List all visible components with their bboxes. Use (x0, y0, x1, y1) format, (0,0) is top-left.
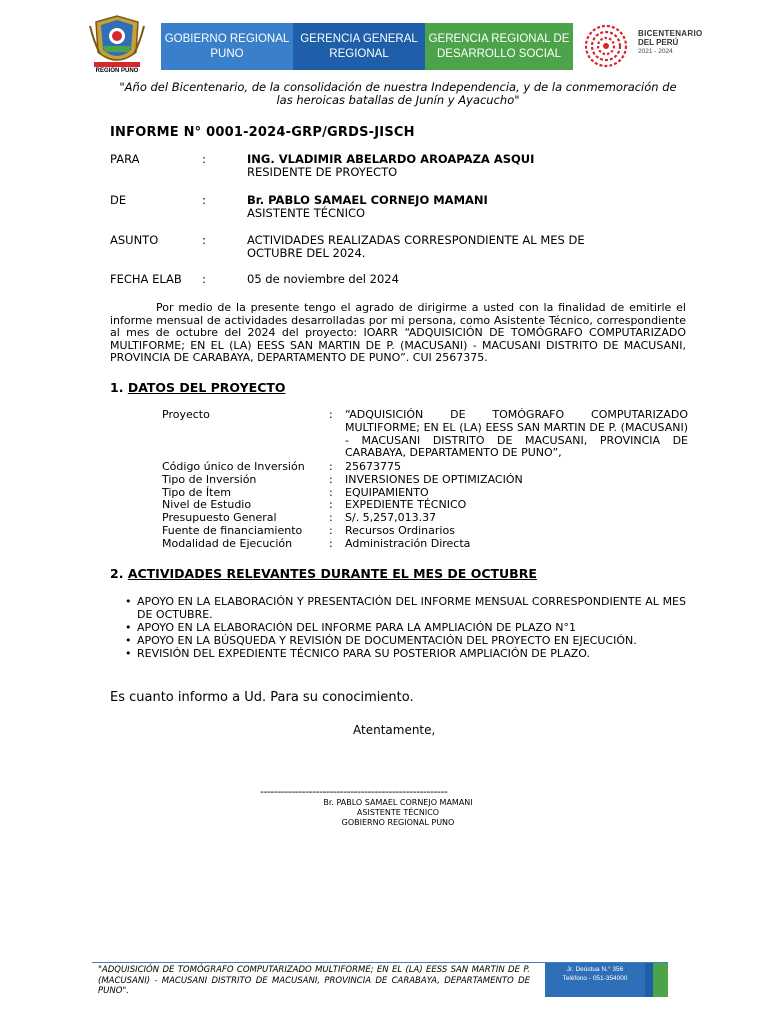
signature-org: GOBIERNO REGIONAL PUNO (341, 818, 455, 827)
closing-sentence: Es cuanto informo a Ud. Para su conocimiento. (110, 690, 414, 705)
footer-contact-box (545, 963, 645, 997)
para-name: ING. VLADIMIR ABELARDO AROAPAZA ASQUI (247, 152, 535, 166)
colon: : (329, 511, 333, 524)
bicentenario-subtitle: DEL PERÚ (638, 38, 679, 47)
colon: : (329, 537, 333, 550)
list-item: • APOYO EN LA ELABORACIÓN DEL INFORME PARA LA AMPLIACIÓN DE PLAZO N°1 (125, 621, 686, 634)
section-2-number: 2. (110, 566, 124, 581)
footer-address: Jr. Deústua N.° 356 (566, 966, 624, 973)
header-box-gerencia-general: GERENCIA GENERAL REGIONAL (293, 23, 425, 70)
footer-color-bar (653, 963, 668, 997)
fecha-value: 05 de noviembre del 2024 (247, 272, 399, 286)
data-value: Administración Directa (345, 537, 471, 550)
header-box-desarrollo-social: GERENCIA REGIONAL DE DESARROLLO SOCIAL (425, 23, 573, 70)
footer-project-name: "ADQUISICIÓN DE TOMÓGRAFO COMPUTARIZADO MULTIFORME; EN EL (LA) EESS SAN MARTIN DE P. (MACUSANI) - MACUSANI DISTRITO DE MACUSANI, PROVINCIA DE CARABAYA, DEPARTAMENTO DE PUNO". (98, 965, 530, 996)
section-2-heading (110, 566, 537, 581)
signature-role: ASISTENTE TÉCNICO (356, 808, 440, 817)
section-1-heading (110, 380, 286, 395)
colon: : (202, 193, 206, 207)
colon: : (202, 233, 206, 247)
list-item: • REVISIÓN DEL EXPEDIENTE TÉCNICO PARA SU POSTERIOR AMPLIACIÓN DE PLAZO. (125, 647, 686, 660)
intro-paragraph: Por medio de la presente tengo el agrado de dirigirme a usted con la finalidad de emitirle el informe mensual de actividades desarrolladas por mi persona, como Asistente Técnico, correspondiente al mes de octubre del 2024 del proyecto: IOARR “ADQUISICIÓN DE TOMÓGRAFO COMPUTARIZADO MULTIFORME; EN EL (LA) EESS SAN MARTIN DE P. (MACUSANI) - MACUSANI DISTRITO DE MACUSANI, PROVINCIA DE CARABAYA, DEPARTAMENTO DE PUNO”. CUI 2567375. (110, 301, 686, 365)
de-name: Br. PABLO SAMAEL CORNEJO MAMANI (247, 193, 488, 207)
data-label: Modalidad de Ejecución (162, 537, 293, 550)
section-2-title: ACTIVIDADES RELEVANTES DURANTE EL MES DE OCTUBRE (127, 566, 537, 581)
colon: : (329, 460, 333, 473)
colon: : (329, 498, 333, 511)
footer-phone: Teléfono - 051-354000 (562, 974, 628, 982)
data-value: EQUIPAMIENTO (345, 486, 429, 499)
data-label: Fuente de financiamiento (162, 524, 303, 537)
section-1-number: 1. (110, 380, 124, 395)
data-label: Tipo de Ítem (162, 486, 231, 499)
logo-caption: REGIÓN PUNO (95, 68, 139, 74)
colon: : (329, 486, 333, 499)
data-value: Recursos Ordinarios (345, 524, 455, 537)
list-item: • APOYO EN LA BÚSQUEDA Y REVISIÓN DE DOCUMENTACIÓN DEL PROYECTO EN EJECUCIÓN. (125, 634, 686, 647)
bicentenario-title: BICENTENARIO (638, 29, 703, 38)
asunto-label: ASUNTO (110, 233, 159, 247)
project-data-row (162, 409, 688, 461)
data-value: 25673775 (345, 460, 401, 473)
data-value: EXPEDIENTE TÉCNICO (345, 498, 467, 511)
bicentenario-emblem-icon (582, 23, 632, 70)
header-box-gobierno-regional: GOBIERNO REGIONAL PUNO (161, 23, 293, 70)
bicentenario-logo (582, 23, 712, 70)
data-value: INVERSIONES DE OPTIMIZACIÓN (345, 473, 523, 486)
activities-list (125, 595, 686, 660)
document-title: INFORME N° 0001-2024-GRP/GRDS-JISCH (110, 125, 415, 140)
data-label: Código único de Inversión (162, 460, 305, 473)
fecha-label: FECHA ELAB (110, 272, 182, 286)
section-1-title: DATOS DEL PROYECTO (127, 380, 286, 395)
colon: : (329, 473, 333, 486)
signature-line: ------------------------------------------------------ (260, 785, 448, 798)
para-label: PARA (110, 152, 140, 166)
list-item: • APOYO EN LA ELABORACIÓN Y PRESENTACIÓN DEL INFORME MENSUAL CORRESPONDIENTE AL MES DE OCTUBRE. (125, 595, 686, 621)
colon: : (329, 524, 333, 537)
asunto-value: ACTIVIDADES REALIZADAS CORRESPONDIENTE AL MES DE OCTUBRE DEL 2024. (247, 233, 585, 260)
colon: : (202, 152, 206, 166)
letterhead (88, 12, 712, 78)
data-label: Nivel de Estudio (162, 498, 252, 511)
year-motto: "Año del Bicentenario, de la consolidación de nuestra Independencia, y de la conmemoración de las heroicas batallas de Junín y Ayacucho" (119, 80, 677, 107)
atentamente: Atentamente, (353, 723, 436, 737)
para-role: RESIDENTE DE PROYECTO (247, 165, 398, 179)
data-label: Tipo de Inversión (162, 473, 257, 486)
de-role: ASISTENTE TÉCNICO (247, 206, 366, 220)
page-footer (92, 962, 668, 996)
colon: : (202, 272, 206, 286)
data-value: “ADQUISICIÓN DE TOMÓGRAFO COMPUTARIZADO MULTIFORME; EN EL (LA) EESS SAN MARTIN DE P. (MACUSANI) - MACUSANI DISTRITO DE MACUSANI, PROVINCIA DE CARABAYA, DEPARTAMENTO DE PUNO”, (345, 408, 688, 460)
de-label: DE (110, 193, 127, 207)
colon: : (329, 408, 333, 421)
bicentenario-years: 2021 - 2024 (638, 48, 673, 55)
footer-color-bar (645, 963, 653, 997)
data-value: S/. 5,257,013.37 (345, 511, 437, 524)
data-label: Presupuesto General (162, 511, 277, 524)
signature-name: Br. PABLO SAMAEL CORNEJO MAMANI (323, 798, 473, 807)
gobierno-regional-puno-logo (88, 12, 146, 78)
data-label: Proyecto (162, 408, 210, 421)
